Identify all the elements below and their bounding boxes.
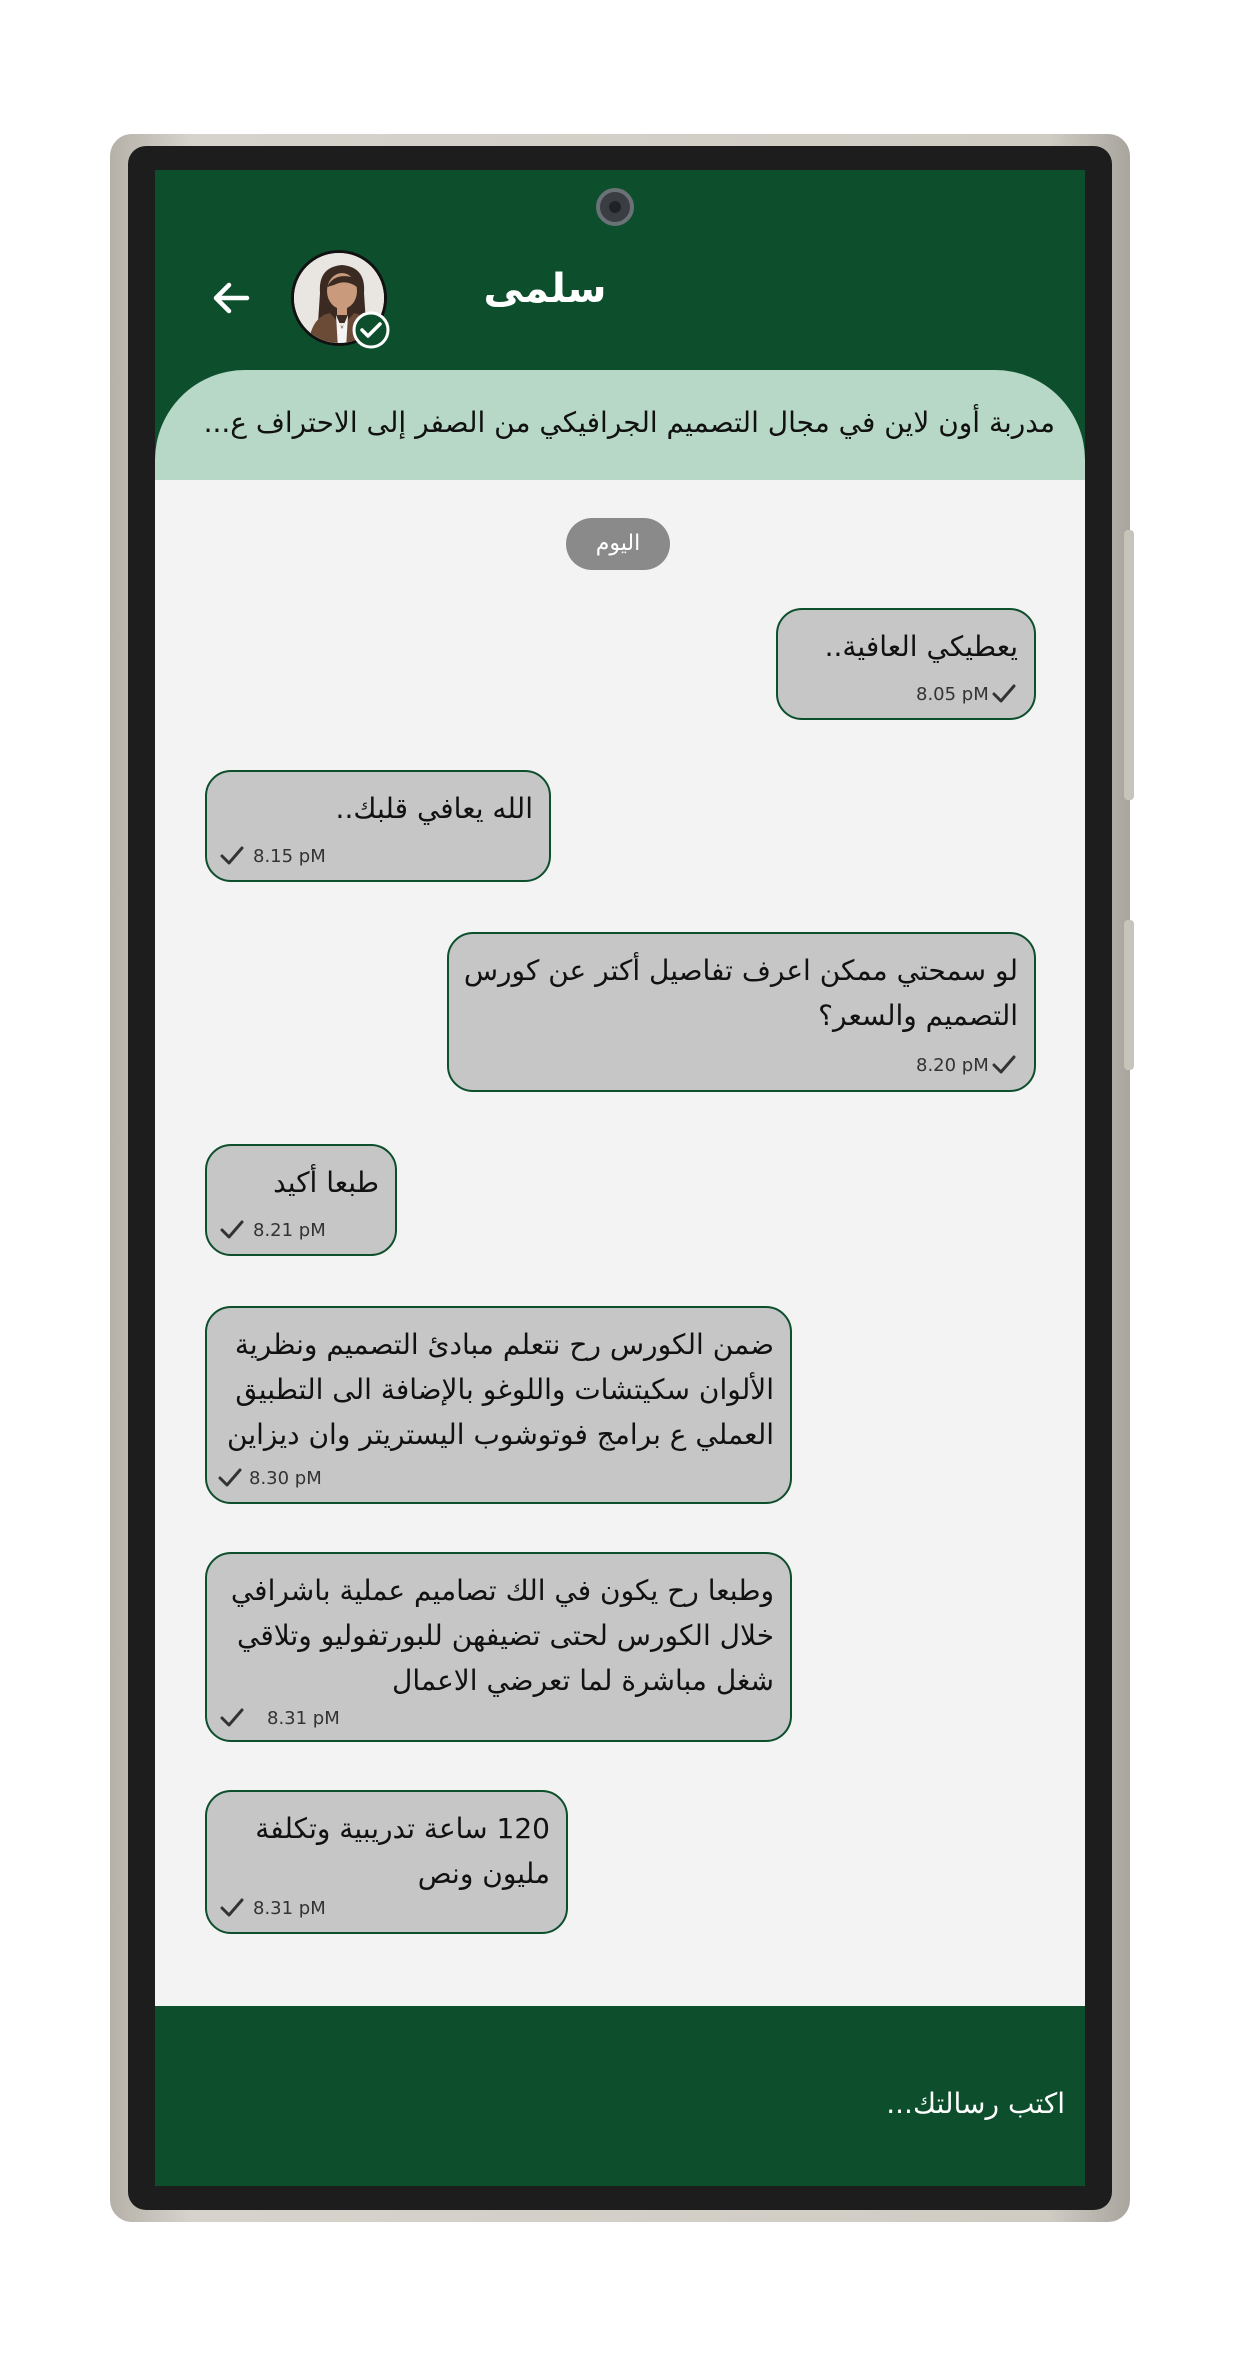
check-icon (991, 682, 1017, 704)
message-time: 8.31 pM (253, 1898, 326, 1919)
message-text: الله يعافي قلبك.. (335, 792, 533, 825)
bio-text: مدربة أون لاين في مجال التصميم الجرافيكي من الصفر إلى الاحتراف ع... (203, 406, 1055, 439)
volume-button (1124, 920, 1134, 1070)
arrow-left-icon[interactable] (207, 274, 255, 322)
message-bubble-received[interactable] (205, 1306, 792, 1504)
message-text: طبعا أكيد (273, 1166, 379, 1199)
check-icon (219, 1706, 245, 1728)
message-time: 8.31 pM (267, 1708, 340, 1729)
message-time: 8.20 pM (916, 1055, 989, 1076)
check-icon (219, 844, 245, 866)
message-bubble-received[interactable] (205, 770, 551, 882)
message-bubble-received[interactable] (205, 1144, 397, 1256)
message-bubble-sent[interactable] (776, 608, 1036, 720)
message-input[interactable]: اكتب رسالتك... (886, 2087, 1065, 2120)
date-separator: اليوم (566, 518, 670, 570)
message-text: يعطيكي العافية.. (824, 630, 1018, 663)
message-text: وطبعا رح يكون في الك تصاميم عملية باشرافي خلال الكورس لحتى تضيفهن للبورتفوليو وتلاقي شغل مباشرة لما تعرضي الاعمال (230, 1574, 774, 1697)
message-text: لو سمحتي ممكن اعرف تفاصيل أكتر عن كورس التصميم والسعر؟ (463, 954, 1018, 1032)
message-bubble-sent[interactable] (447, 932, 1036, 1092)
message-time: 8.05 pM (916, 684, 989, 705)
check-icon (219, 1896, 245, 1918)
check-circle-icon (351, 310, 391, 350)
message-time: 8.21 pM (253, 1220, 326, 1241)
front-camera (596, 188, 634, 226)
message-time: 8.30 pM (249, 1468, 322, 1489)
message-bubble-received[interactable] (205, 1790, 568, 1934)
message-text: ضمن الكورس رح نتعلم مبادئ التصميم ونظرية الألوان سكيتشات واللوغو بالإضافة الى التطبيق العملي ع برامج فوتوشوب اليستريتر وان ديزاين (227, 1328, 774, 1451)
message-time: 8.15 pM (253, 846, 326, 867)
message-bubble-received[interactable] (205, 1552, 792, 1742)
chat-screen (155, 170, 1085, 2186)
check-icon (219, 1218, 245, 1240)
power-button (1124, 530, 1134, 800)
check-icon (217, 1466, 243, 1488)
check-icon (991, 1053, 1017, 1075)
contact-name: سلمى (483, 266, 607, 312)
message-text: 120 ساعة تدريبية وتكلفة مليون ونص (255, 1812, 550, 1890)
